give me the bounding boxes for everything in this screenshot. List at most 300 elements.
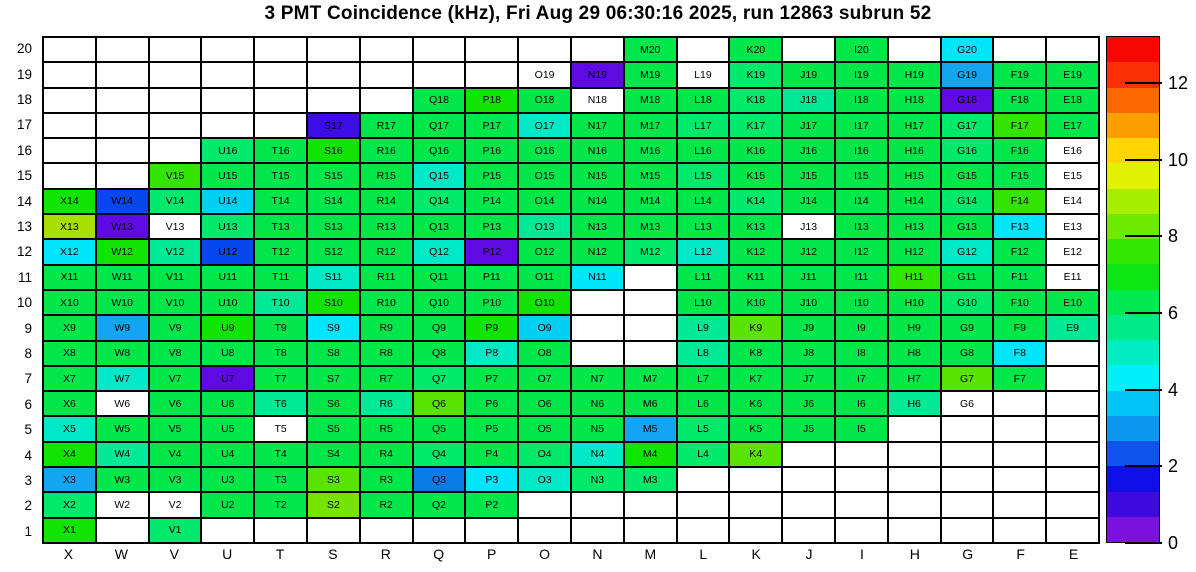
grid-cell [360, 492, 413, 517]
grid-cell [729, 290, 782, 315]
grid-cell [149, 189, 202, 214]
colorbar-tick [1125, 82, 1162, 84]
grid-cell [677, 239, 730, 264]
colorbar-band [1107, 163, 1159, 188]
cell-label: P5 [485, 423, 499, 436]
cell-label: W3 [114, 473, 131, 486]
grid-cell [360, 442, 413, 467]
grid-cell [782, 163, 835, 188]
y-axis-label: 10 [16, 295, 32, 311]
grid-cell [96, 290, 149, 315]
cell-label: L9 [697, 321, 709, 334]
cell-label: S17 [324, 119, 343, 132]
y-axis-label: 11 [17, 269, 32, 285]
cell-label: M15 [639, 170, 661, 183]
grid-cell [1046, 214, 1099, 239]
grid-cell [201, 37, 254, 62]
grid-cell [677, 189, 730, 214]
cell-label: L6 [697, 397, 709, 410]
grid-cell [993, 62, 1046, 87]
cell-label: I13 [854, 220, 869, 233]
grid-cell [993, 467, 1046, 492]
cell-label: U9 [221, 321, 235, 334]
cell-label: N13 [587, 220, 608, 233]
cell-label: L17 [694, 119, 712, 132]
cell-label: X2 [62, 499, 76, 512]
grid-cell [413, 239, 466, 264]
grid-cell [835, 37, 888, 62]
grid-cell [624, 239, 677, 264]
cell-label: W10 [111, 296, 133, 309]
grid-cell [149, 37, 202, 62]
grid-cell [1046, 88, 1099, 113]
grid-cell [254, 214, 307, 239]
grid-cell [413, 492, 466, 517]
grid-cell [96, 163, 149, 188]
grid-cell [993, 88, 1046, 113]
grid-cell [1046, 189, 1099, 214]
grid-cell [465, 163, 518, 188]
cell-label: M6 [642, 397, 658, 410]
x-axis-label: R [380, 546, 391, 562]
cell-label: Q14 [429, 195, 449, 208]
cell-label: J10 [800, 296, 818, 309]
grid-cell [149, 138, 202, 163]
grid-cell [201, 239, 254, 264]
cell-label: T2 [274, 499, 287, 512]
cell-label: W8 [114, 347, 131, 360]
cell-label: R14 [376, 195, 396, 208]
grid-cell [149, 492, 202, 517]
grid-cell [413, 442, 466, 467]
grid-cell [465, 518, 518, 543]
cell-label: T16 [271, 144, 290, 157]
cell-label: O4 [537, 448, 552, 461]
cell-label: Q6 [431, 397, 446, 410]
grid-cell [782, 315, 835, 340]
x-axis-label: E [1068, 546, 1079, 562]
colorbar-tick [1125, 389, 1162, 391]
grid-cell [677, 366, 730, 391]
cell-label: O9 [537, 321, 552, 334]
grid-cell [624, 37, 677, 62]
cell-label: G16 [957, 144, 977, 157]
grid-cell [993, 442, 1046, 467]
colorbar-band [1107, 492, 1159, 517]
cell-label: I6 [857, 397, 866, 410]
cell-label: F10 [1010, 296, 1029, 309]
grid-cell [254, 88, 307, 113]
cell-label: U10 [218, 296, 238, 309]
grid-cell [465, 239, 518, 264]
colorbar-tick [1125, 235, 1162, 237]
cell-label: N17 [587, 119, 608, 132]
cell-label: S7 [326, 372, 340, 385]
grid-cell [941, 113, 994, 138]
grid-cell [43, 113, 96, 138]
colorbar-band [1107, 189, 1159, 214]
grid-cell [677, 138, 730, 163]
cell-label: S13 [324, 220, 343, 233]
grid-cell [413, 265, 466, 290]
grid-cell [941, 290, 994, 315]
grid-cell [729, 391, 782, 416]
grid-cell [201, 88, 254, 113]
heatmap-grid [42, 36, 1100, 544]
cell-label: R7 [379, 372, 393, 385]
grid-cell [96, 315, 149, 340]
grid-cell [413, 189, 466, 214]
cell-label: P6 [485, 397, 499, 410]
cell-label: F7 [1013, 372, 1026, 385]
grid-cell [888, 366, 941, 391]
grid-cell [96, 214, 149, 239]
x-axis [42, 546, 1100, 566]
page-title: 3 PMT Coincidence (kHz), Fri Aug 29 06:30:16 2025, run 12863 subrun 52 [264, 3, 932, 24]
cell-label: G10 [957, 296, 977, 309]
x-axis-label: G [962, 546, 974, 562]
cell-label: I16 [854, 144, 869, 157]
cell-label: M13 [639, 220, 661, 233]
grid-cell [782, 113, 835, 138]
grid-cell [571, 138, 624, 163]
grid-cell [571, 315, 624, 340]
grid-cell [413, 138, 466, 163]
cell-label: R11 [376, 271, 396, 284]
cell-label: P9 [485, 321, 499, 334]
cell-label: P12 [482, 246, 502, 259]
cell-label: J5 [803, 423, 815, 436]
grid-cell [941, 391, 994, 416]
grid-cell [782, 214, 835, 239]
grid-cell [518, 113, 571, 138]
grid-cell [201, 315, 254, 340]
cell-label: X13 [60, 220, 79, 233]
y-axis-label: 2 [24, 498, 32, 514]
cell-label: R10 [376, 296, 396, 309]
cell-label: Q15 [429, 170, 449, 183]
grid-cell [1046, 391, 1099, 416]
cell-label: S9 [326, 321, 340, 334]
grid-cell [729, 341, 782, 366]
grid-cell [518, 37, 571, 62]
cell-label: K8 [749, 347, 763, 360]
cell-label: Q13 [429, 220, 449, 233]
grid-cell [413, 163, 466, 188]
y-axis-label: 1 [24, 523, 32, 539]
cell-label: P17 [482, 119, 502, 132]
grid-cell [729, 37, 782, 62]
grid-cell [782, 265, 835, 290]
grid-cell [518, 416, 571, 441]
grid-cell [43, 341, 96, 366]
colorbar-tick-label: 8 [1168, 226, 1179, 247]
grid-cell [149, 391, 202, 416]
cell-label: K6 [749, 397, 763, 410]
cell-label: R17 [376, 119, 396, 132]
cell-label: I7 [857, 372, 866, 385]
cell-label: M14 [639, 195, 661, 208]
cell-label: G17 [957, 119, 977, 132]
grid-cell [96, 518, 149, 543]
cell-label: I14 [854, 195, 869, 208]
grid-cell [307, 113, 360, 138]
grid-cell [624, 315, 677, 340]
cell-label: N11 [588, 271, 607, 284]
grid-cell [571, 214, 624, 239]
cell-label: N14 [587, 195, 608, 208]
grid-cell [254, 239, 307, 264]
grid-cell [43, 37, 96, 62]
grid-cell [518, 62, 571, 87]
grid-cell [888, 290, 941, 315]
grid-cell [465, 37, 518, 62]
grid-cell [782, 37, 835, 62]
cell-label: H14 [904, 195, 924, 208]
grid-cell [254, 518, 307, 543]
cell-label: H9 [907, 321, 921, 334]
grid-cell [888, 442, 941, 467]
cell-label: F17 [1010, 119, 1029, 132]
grid-cell [254, 341, 307, 366]
grid-cell [677, 113, 730, 138]
grid-cell [96, 62, 149, 87]
cell-label: E16 [1063, 144, 1082, 157]
grid-cell [43, 189, 96, 214]
x-axis-label: N [592, 546, 603, 562]
grid-cell [465, 113, 518, 138]
colorbar-band [1107, 365, 1159, 390]
colorbar-band [1107, 517, 1159, 542]
colorbar-band [1107, 315, 1159, 340]
grid-cell [624, 138, 677, 163]
grid-cell [465, 189, 518, 214]
grid-cell [1046, 163, 1099, 188]
cell-label: U13 [218, 220, 238, 233]
cell-label: Q9 [431, 321, 446, 334]
grid-cell [782, 442, 835, 467]
grid-cell [888, 37, 941, 62]
grid-cell [360, 391, 413, 416]
grid-cell [360, 214, 413, 239]
cell-label: T15 [271, 170, 290, 183]
y-axis-label: 13 [16, 218, 32, 234]
grid-cell [413, 366, 466, 391]
grid-cell [729, 492, 782, 517]
cell-label: T6 [274, 397, 287, 410]
grid-cell [360, 265, 413, 290]
grid-cell [677, 37, 730, 62]
cell-label: W7 [114, 372, 131, 385]
cell-label: N4 [590, 448, 605, 461]
y-axis-label: 15 [16, 168, 32, 184]
grid-cell [571, 467, 624, 492]
cell-label: U6 [221, 397, 235, 410]
grid-cell [835, 265, 888, 290]
grid-cell [993, 163, 1046, 188]
grid-cell [149, 442, 202, 467]
x-axis-label: I [860, 546, 864, 562]
cell-label: S11 [324, 271, 343, 284]
colorbar-band [1107, 391, 1159, 416]
grid-cell [993, 113, 1046, 138]
cell-label: L7 [697, 372, 709, 385]
cell-label: L10 [694, 296, 712, 309]
grid-cell [360, 467, 413, 492]
grid-cell [360, 62, 413, 87]
cell-label: S12 [324, 246, 343, 259]
grid-cell [201, 467, 254, 492]
grid-cell [307, 163, 360, 188]
cell-label: K5 [749, 423, 763, 436]
cell-label: E19 [1063, 68, 1082, 81]
grid-cell [254, 113, 307, 138]
y-axis-label: 8 [24, 345, 32, 361]
cell-label: X5 [62, 423, 76, 436]
grid-cell [888, 113, 941, 138]
grid-cell [888, 189, 941, 214]
grid-cell [624, 290, 677, 315]
grid-cell [835, 214, 888, 239]
colorbar-tick-label: 4 [1168, 379, 1179, 400]
grid-cell [729, 189, 782, 214]
cell-label: M19 [639, 68, 661, 81]
cell-label: L5 [697, 423, 709, 436]
cell-label: J13 [800, 220, 818, 233]
grid-cell [835, 113, 888, 138]
grid-cell [201, 492, 254, 517]
y-axis [0, 36, 32, 544]
cell-label: W13 [111, 220, 133, 233]
grid-cell [149, 88, 202, 113]
grid-cell [571, 37, 624, 62]
grid-cell [254, 391, 307, 416]
cell-label: P8 [485, 347, 499, 360]
cell-label: K14 [746, 195, 766, 208]
grid-cell [518, 341, 571, 366]
cell-label: S15 [324, 170, 343, 183]
grid-cell [43, 366, 96, 391]
grid-cell [149, 315, 202, 340]
grid-cell [201, 138, 254, 163]
cell-label: M18 [639, 94, 661, 107]
cell-label: H6 [907, 397, 921, 410]
grid-cell [307, 315, 360, 340]
cell-label: Q2 [431, 499, 446, 512]
grid-cell [360, 416, 413, 441]
grid-cell [307, 518, 360, 543]
grid-cell [201, 265, 254, 290]
grid-cell [360, 163, 413, 188]
grid-cell [571, 88, 624, 113]
grid-cell [571, 366, 624, 391]
cell-label: J17 [800, 119, 818, 132]
cell-label: P4 [485, 448, 499, 461]
grid-cell [201, 341, 254, 366]
grid-cell [149, 113, 202, 138]
cell-label: O8 [537, 347, 552, 360]
cell-label: R12 [376, 246, 396, 259]
grid-cell [96, 88, 149, 113]
x-axis-label: O [539, 546, 550, 562]
cell-label: H15 [904, 170, 924, 183]
grid-cell [307, 467, 360, 492]
cell-label: P11 [482, 271, 501, 284]
grid-cell [43, 492, 96, 517]
cell-label: F11 [1011, 271, 1029, 284]
cell-label: U15 [218, 170, 238, 183]
grid-cell [677, 214, 730, 239]
grid-cell [941, 62, 994, 87]
cell-label: R8 [379, 347, 393, 360]
cell-label: M17 [639, 119, 661, 132]
grid-cell [149, 163, 202, 188]
grid-cell [1046, 518, 1099, 543]
cell-label: I12 [854, 246, 869, 259]
grid-cell [254, 416, 307, 441]
cell-label: V13 [165, 220, 185, 233]
cell-label: S8 [326, 347, 340, 360]
colorbar-tick-label: 0 [1168, 533, 1179, 553]
cell-label: V11 [166, 271, 184, 284]
grid-cell [941, 416, 994, 441]
grid-cell [465, 492, 518, 517]
grid-cell [465, 62, 518, 87]
cell-label: N3 [590, 473, 605, 486]
cell-label: U8 [221, 347, 235, 360]
grid-cell [254, 467, 307, 492]
grid-cell [360, 341, 413, 366]
cell-label: O16 [534, 144, 555, 157]
grid-cell [571, 163, 624, 188]
cell-label: V6 [168, 397, 182, 410]
grid-cell [307, 265, 360, 290]
grid-cell [96, 366, 149, 391]
grid-cell [307, 290, 360, 315]
grid-cell [465, 442, 518, 467]
grid-cell [201, 366, 254, 391]
cell-label: K7 [749, 372, 763, 385]
cell-label: W9 [114, 321, 131, 334]
cell-label: P15 [482, 170, 502, 183]
grid-cell [96, 239, 149, 264]
grid-cell [149, 62, 202, 87]
cell-label: Q5 [431, 423, 446, 436]
cell-label: V15 [165, 170, 185, 183]
y-axis-label: 19 [16, 66, 32, 82]
cell-label: N12 [587, 246, 608, 259]
cell-label: E13 [1063, 220, 1082, 233]
grid-cell [1046, 138, 1099, 163]
cell-label: K16 [746, 144, 766, 157]
grid-cell [254, 290, 307, 315]
cell-label: E14 [1063, 195, 1082, 208]
cell-label: L13 [694, 220, 712, 233]
colorbar-tick [1125, 465, 1162, 467]
cell-label: N18 [587, 94, 608, 107]
grid-cell [465, 366, 518, 391]
grid-cell [149, 239, 202, 264]
grid-cell [254, 37, 307, 62]
cell-label: R13 [376, 220, 396, 233]
grid-cell [677, 416, 730, 441]
grid-cell [201, 214, 254, 239]
cell-label: V3 [168, 473, 182, 486]
grid-cell [254, 366, 307, 391]
cell-label: T3 [274, 473, 287, 486]
cell-label: X4 [62, 448, 76, 461]
grid-cell [254, 442, 307, 467]
